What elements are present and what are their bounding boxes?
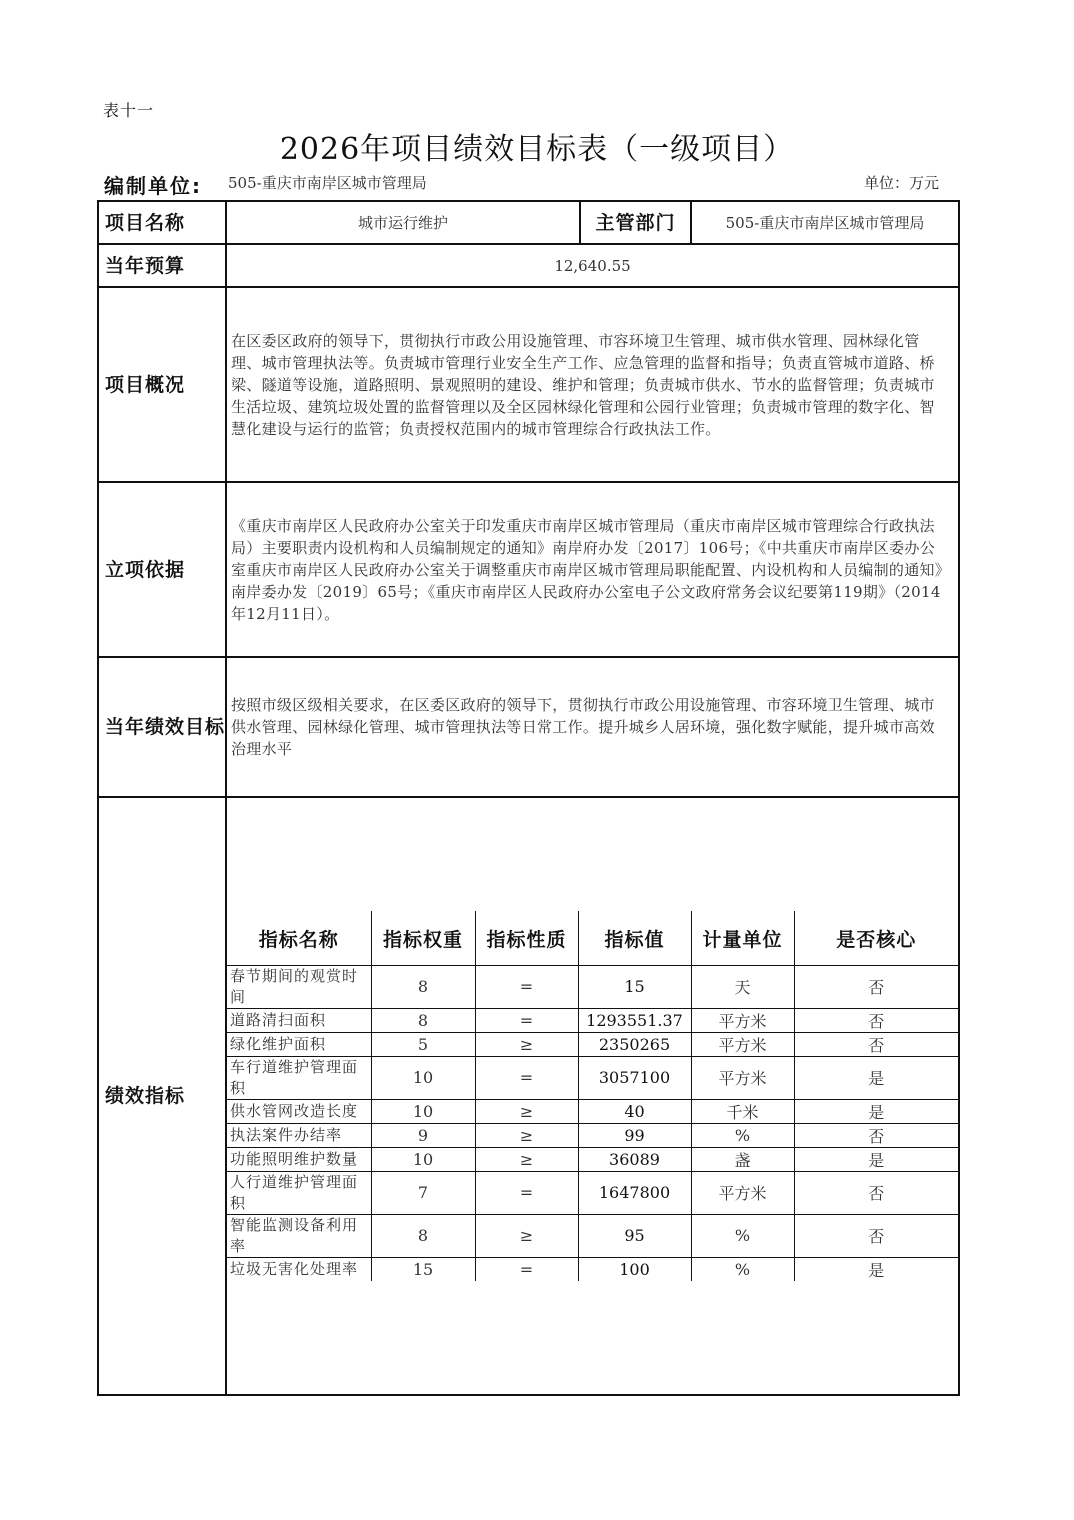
indicator-row	[227, 1257, 958, 1281]
indicator-core: 否	[794, 1008, 958, 1032]
budget-label: 当年预算	[98, 244, 226, 287]
indicator-name: 执法案件办结率	[227, 1123, 371, 1147]
budget-row	[98, 244, 959, 287]
indicator-value: 100	[578, 1257, 691, 1281]
indicator-nature: ≥	[475, 1099, 578, 1123]
indicator-core: 是	[794, 1147, 958, 1171]
header-indicator-name: 指标名称	[227, 911, 371, 965]
indicator-row	[227, 1147, 958, 1171]
indicator-header-row	[227, 911, 958, 965]
indicators-table	[227, 911, 958, 1281]
indicator-core: 是	[794, 1257, 958, 1281]
indicator-unit: %	[691, 1257, 794, 1281]
indicator-value: 99	[578, 1123, 691, 1147]
indicators-cell	[226, 797, 959, 1395]
header-core: 是否核心	[794, 911, 958, 965]
basis-text: 《重庆市南岸区人民政府办公室关于印发重庆市南岸区城市管理局（重庆市南岸区城市管理综合行政执法局）主要职责内设机构和人员编制规定的通知》南岸府办发〔2017〕106号；《中共重庆市南岸区委办公室重庆市南岸区人民政府办公室关于调整重庆市南岸区城市管理局职能配置、内设机构和人员编制的通知》南岸委办发〔2019〕65号；《重庆市南岸区人民政府办公室电子公文政府常务会议纪要第119期》（2014年12月11日）。	[226, 482, 959, 657]
indicator-name: 垃圾无害化处理率	[227, 1257, 371, 1281]
indicator-nature: ≥	[475, 1147, 578, 1171]
budget-value: 12,640.55	[226, 244, 959, 287]
indicator-name: 供水管网改造长度	[227, 1099, 371, 1123]
indicator-value: 40	[578, 1099, 691, 1123]
indicator-core: 是	[794, 1056, 958, 1099]
indicator-name: 春节期间的观赏时间	[227, 965, 371, 1008]
indicator-unit: 平方米	[691, 1032, 794, 1056]
overview-label: 项目概况	[98, 287, 226, 482]
indicator-nature: ≥	[475, 1032, 578, 1056]
indicator-core: 否	[794, 1123, 958, 1147]
indicator-name: 智能监测设备利用率	[227, 1214, 371, 1257]
basis-label: 立项依据	[98, 482, 226, 657]
indicator-row	[227, 1214, 958, 1257]
project-name-label: 项目名称	[98, 201, 226, 244]
page-title: 2026年项目绩效目标表（一级项目）	[279, 132, 795, 167]
indicators-label: 绩效指标	[98, 797, 226, 1395]
header-unit: 计量单位	[691, 911, 794, 965]
indicator-row	[227, 1008, 958, 1032]
currency-unit-label: 单位：万元	[864, 174, 940, 192]
indicator-unit: %	[691, 1123, 794, 1147]
indicator-row	[227, 965, 958, 1008]
basis-row	[98, 482, 959, 657]
indicator-row	[227, 1171, 958, 1214]
indicator-core: 否	[794, 1032, 958, 1056]
indicator-value: 95	[578, 1214, 691, 1257]
department-value: 505-重庆市南岸区城市管理局	[691, 201, 959, 244]
indicator-name: 道路清扫面积	[227, 1008, 371, 1032]
indicator-name: 绿化维护面积	[227, 1032, 371, 1056]
indicator-weight: 10	[371, 1147, 475, 1171]
project-name-value: 城市运行维护	[226, 201, 580, 244]
indicator-weight: 10	[371, 1099, 475, 1123]
goal-text: 按照市级区级相关要求，在区委区政府的领导下，贯彻执行市政公用设施管理、市容环境卫生管理、城市供水管理、园林绿化管理、城市管理执法等日常工作。提升城乡人居环境，强化数字赋能，提升城市高效治理水平	[226, 657, 959, 797]
indicator-core: 否	[794, 1171, 958, 1214]
indicator-nature: =	[475, 1171, 578, 1214]
indicator-weight: 9	[371, 1123, 475, 1147]
indicator-nature: ≥	[475, 1123, 578, 1147]
indicator-unit: %	[691, 1214, 794, 1257]
table-number-label: 表十一	[103, 101, 155, 120]
indicator-name: 车行道维护管理面积	[227, 1056, 371, 1099]
goal-label: 当年绩效目标	[98, 657, 226, 797]
indicator-weight: 8	[371, 1214, 475, 1257]
performance-table	[97, 200, 960, 1396]
indicator-core: 否	[794, 965, 958, 1008]
indicator-unit: 盏	[691, 1147, 794, 1171]
indicator-weight: 8	[371, 965, 475, 1008]
indicator-row	[227, 1123, 958, 1147]
overview-row	[98, 287, 959, 482]
indicator-nature: =	[475, 965, 578, 1008]
header-nature: 指标性质	[475, 911, 578, 965]
header-value: 指标值	[578, 911, 691, 965]
indicator-weight: 5	[371, 1032, 475, 1056]
indicator-unit: 平方米	[691, 1171, 794, 1214]
goal-row	[98, 657, 959, 797]
indicator-value: 36089	[578, 1147, 691, 1171]
indicator-unit: 平方米	[691, 1056, 794, 1099]
indicator-nature: =	[475, 1056, 578, 1099]
indicator-name: 人行道维护管理面积	[227, 1171, 371, 1214]
indicator-value: 1647800	[578, 1171, 691, 1214]
indicator-weight: 7	[371, 1171, 475, 1214]
compiling-unit-value: 505-重庆市南岸区城市管理局	[228, 174, 427, 192]
indicator-row	[227, 1056, 958, 1099]
overview-text: 在区委区政府的领导下，贯彻执行市政公用设施管理、市容环境卫生管理、城市供水管理、园林绿化管理、城市管理执法等。负责城市管理行业安全生产工作、应急管理的监督和指导；负责直管城市道路、桥梁、隧道等设施，道路照明、景观照明的建设、维护和管理；负责城市供水、节水的监督管理；负责城市生活垃圾、建筑垃圾处置的监督管理以及全区园林绿化管理和公园行业管理；负责城市管理的数字化、智慧化建设与运行的监管；负责授权范围内的城市管理综合行政执法工作。	[226, 287, 959, 482]
indicator-value: 3057100	[578, 1056, 691, 1099]
header-weight: 指标权重	[371, 911, 475, 965]
indicator-unit: 天	[691, 965, 794, 1008]
indicator-core: 是	[794, 1099, 958, 1123]
indicator-unit: 平方米	[691, 1008, 794, 1032]
indicator-name: 功能照明维护数量	[227, 1147, 371, 1171]
indicator-value: 1293551.37	[578, 1008, 691, 1032]
indicator-core: 否	[794, 1214, 958, 1257]
project-name-row	[98, 201, 959, 244]
indicators-row	[98, 797, 959, 1395]
indicator-weight: 8	[371, 1008, 475, 1032]
indicator-value: 15	[578, 965, 691, 1008]
indicator-unit: 千米	[691, 1099, 794, 1123]
department-label: 主管部门	[580, 201, 691, 244]
indicator-row	[227, 1032, 958, 1056]
indicator-weight: 15	[371, 1257, 475, 1281]
indicator-nature: ≥	[475, 1214, 578, 1257]
indicator-value: 2350265	[578, 1032, 691, 1056]
indicator-weight: 10	[371, 1056, 475, 1099]
compiling-unit-label: 编制单位:	[104, 174, 202, 198]
indicator-nature: =	[475, 1008, 578, 1032]
indicator-row	[227, 1099, 958, 1123]
indicator-nature: =	[475, 1257, 578, 1281]
